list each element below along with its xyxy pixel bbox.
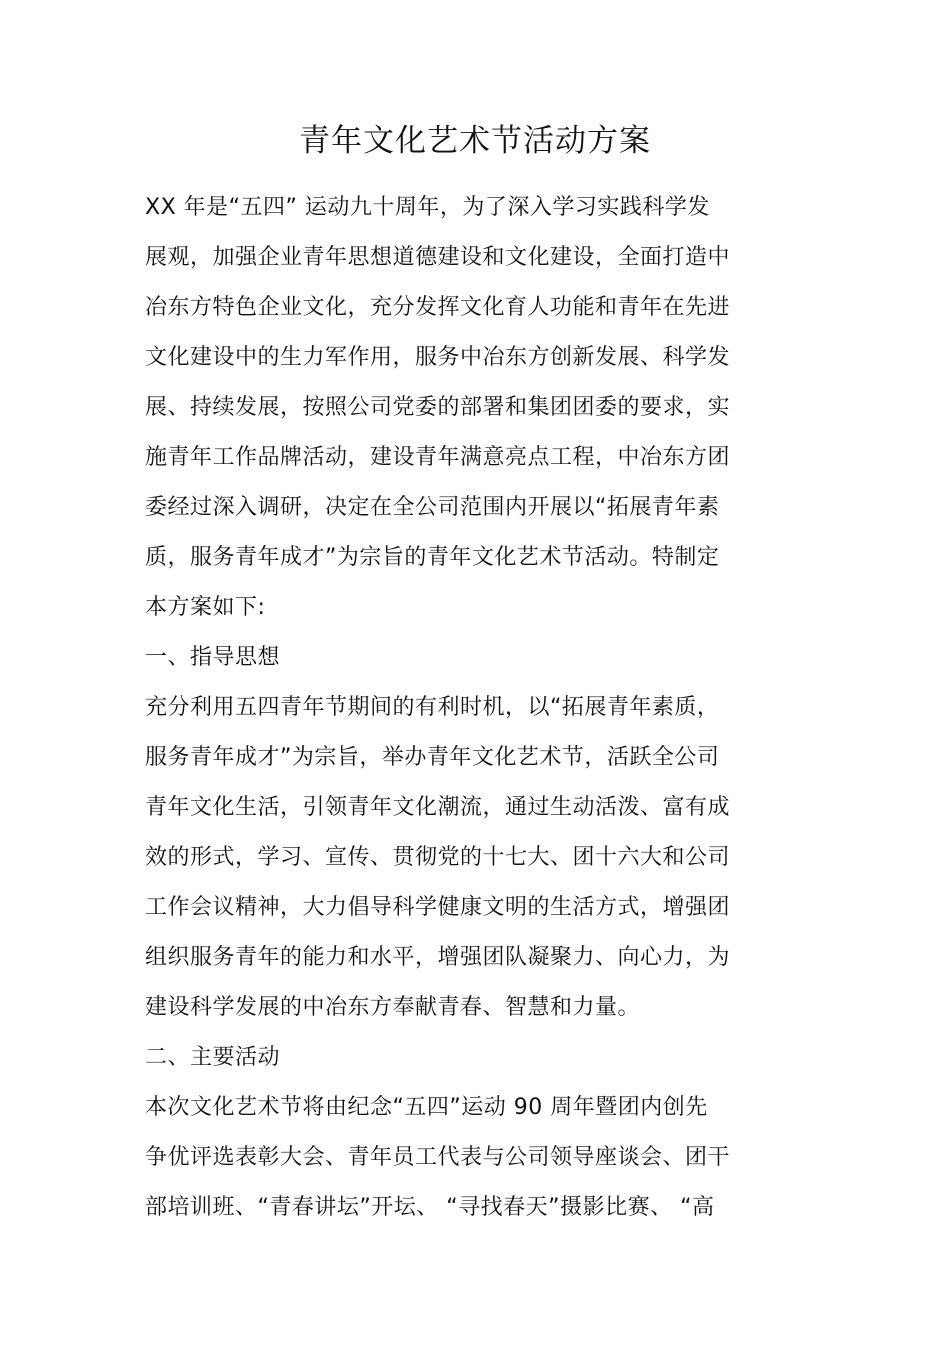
text-line: 建设科学发展的中冶东方奉献青春、智慧和力量。 xyxy=(145,995,641,1020)
text-line: 施青年工作品牌活动，建设青年满意亮点工程，中冶东方团 xyxy=(145,445,731,470)
text-line: 冶东方特色企业文化，充分发挥文化育人功能和青年在先进 xyxy=(145,295,731,320)
text-line: 争优评选表彰大会、青年员工代表与公司领导座谈会、团干 xyxy=(145,1145,731,1170)
text-line: 质，服务青年成才”为宗旨的青年文化艺术节活动。特制定 xyxy=(145,545,720,570)
text-line: 展观，加强企业青年思想道德建设和文化建设，全面打造中 xyxy=(145,245,731,270)
document-body xyxy=(145,183,825,1233)
text-line: 文化建设中的生力军作用，服务中冶东方创新发展、科学发 xyxy=(145,345,731,370)
text-line: XX 年是“五四” 运动九十周年，为了深入学习实践科学发 xyxy=(145,195,710,220)
text-line: 展、持续发展，按照公司党委的部署和集团团委的要求，实 xyxy=(145,395,731,420)
text-line: 青年文化生活，引领青年文化潮流，通过生动活泼、富有成 xyxy=(145,795,731,820)
text-line: 委经过深入调研，决定在全公司范围内开展以“拓展青年素 xyxy=(145,495,720,520)
text-line: 部培训班、“青春讲坛”开坛、 “寻找春天”摄影比赛、 “高 xyxy=(145,1195,715,1220)
text-line: 组织服务青年的能力和水平，增强团队凝聚力、向心力，为 xyxy=(145,945,731,970)
text-line: 服务青年成才”为宗旨，举办青年文化艺术节，活跃全公司 xyxy=(145,745,720,770)
text-line: 本方案如下: xyxy=(145,595,266,620)
text-line: 充分利用五四青年节期间的有利时机，以“拓展青年素质， xyxy=(145,695,720,720)
text-line: 工作会议精神，大力倡导科学健康文明的生活方式，增强团 xyxy=(145,895,731,920)
text-line: 本次文化艺术节将由纪念“五四”运动 90 周年暨团内创先 xyxy=(145,1095,708,1120)
section-heading-main-activities: 二、主要活动 xyxy=(145,1045,281,1070)
text-line: 效的形式，学习、宣传、贯彻党的十七大、团十六大和公司 xyxy=(145,845,731,870)
document-title: 青年文化艺术节活动方案 xyxy=(299,123,651,159)
section-heading-guiding-ideology: 一、指导思想 xyxy=(145,645,281,670)
